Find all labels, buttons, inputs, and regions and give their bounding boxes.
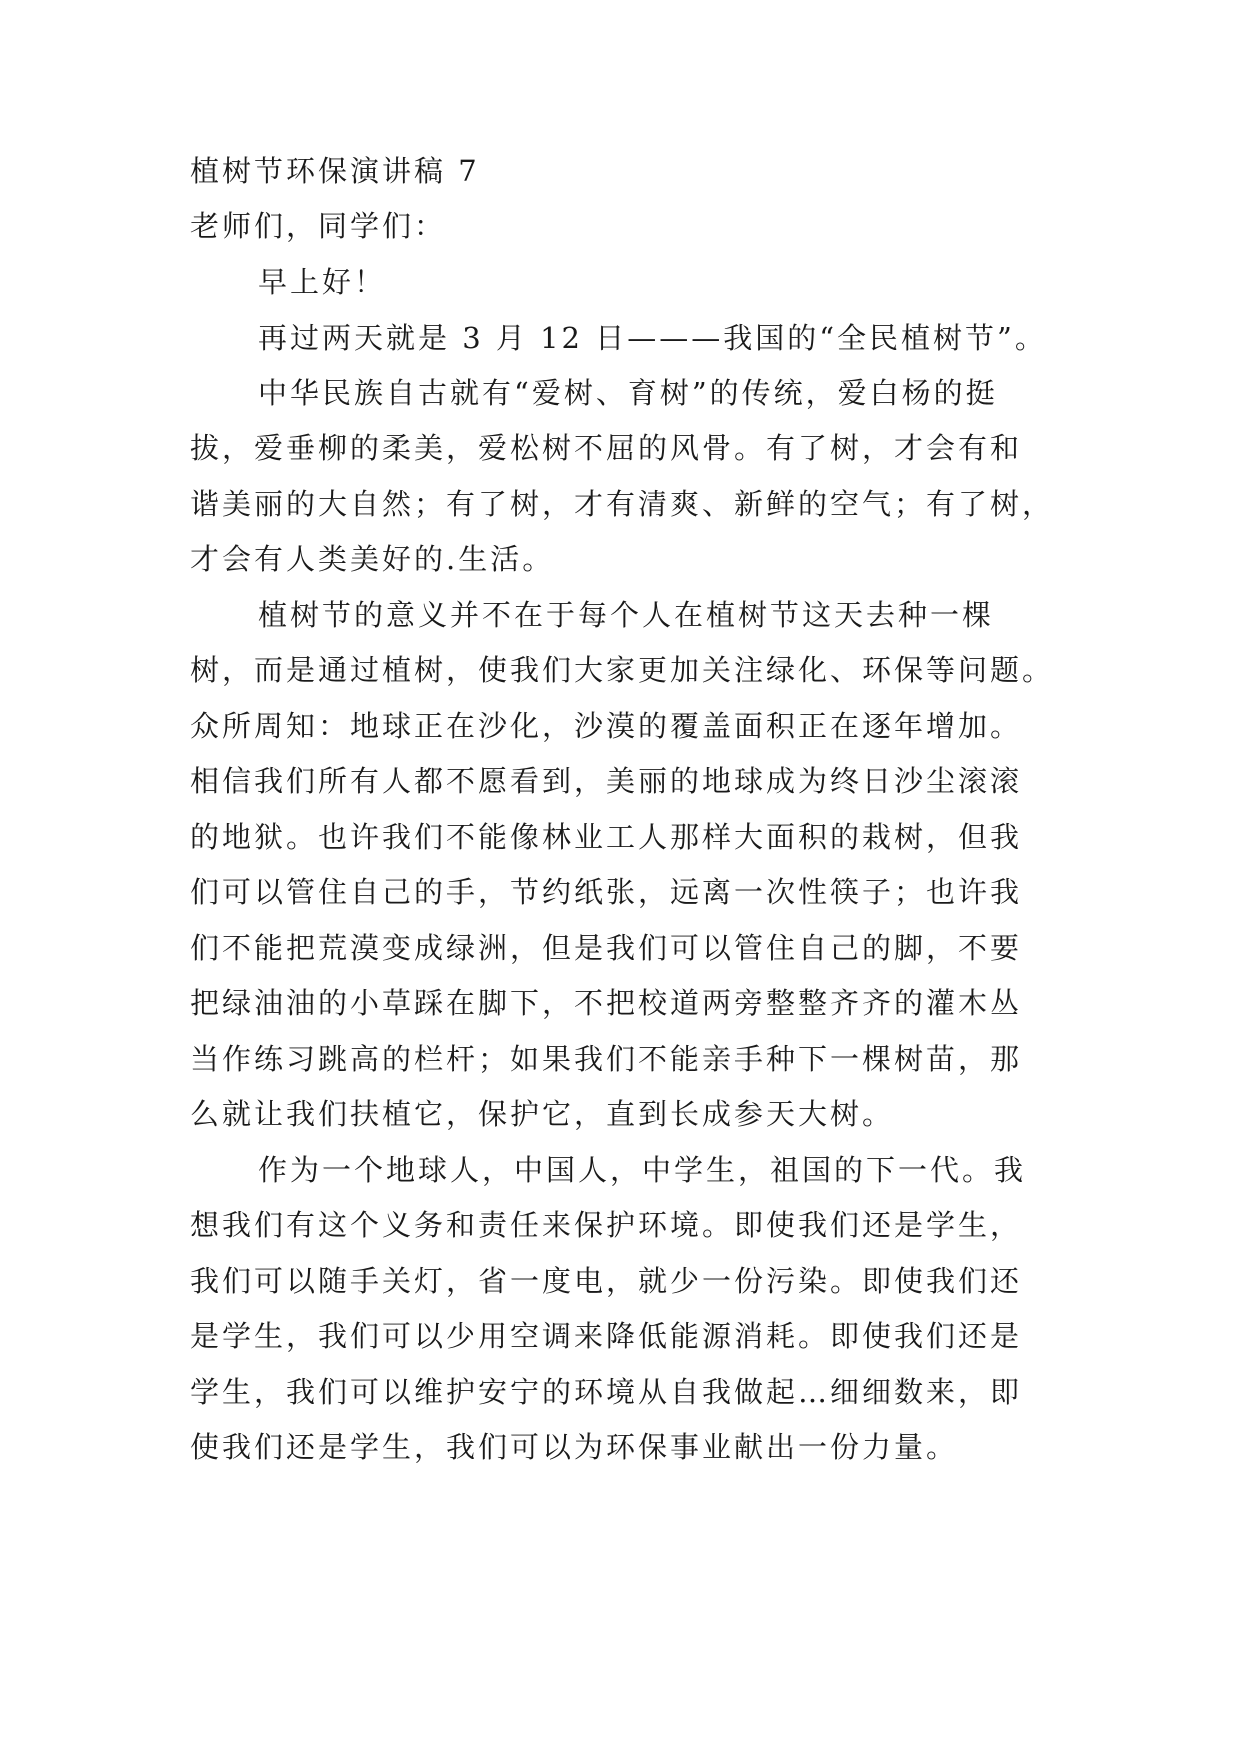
paragraph-line: 想我们有这个义务和责任来保护环境。即使我们还是学生， — [190, 1208, 1023, 1242]
paragraph-line: 拔，爱垂柳的柔美，爱松树不屈的风骨。有了树，才会有和 — [190, 431, 1023, 465]
paragraph-line: 树，而是通过植树，使我们大家更加关注绿化、环保等问题。 — [190, 653, 1055, 687]
paragraph-line: 使我们还是学生，我们可以为环保事业献出一份力量。 — [190, 1430, 959, 1464]
paragraph-line: 谐美丽的大自然；有了树，才有清爽、新鲜的空气；有了树， — [190, 487, 1055, 521]
paragraph-line: 的地狱。也许我们不能像林业工人那样大面积的栽树，但我 — [190, 820, 1023, 854]
paragraph-line: 相信我们所有人都不愿看到，美丽的地球成为终日沙尘滚滚 — [190, 764, 1023, 798]
paragraph-line: 再过两天就是 3 月 12 日———我国的“全民植树节”。 — [258, 321, 1047, 355]
paragraph-line: 们不能把荒漠变成绿洲，但是我们可以管住自己的脚，不要 — [190, 931, 1023, 965]
salutation: 老师们，同学们： — [190, 209, 447, 243]
paragraph-line: 把绿油油的小草踩在脚下，不把校道两旁整整齐齐的灌木丛 — [190, 986, 1023, 1020]
paragraph-line: 们可以管住自己的手，节约纸张，远离一次性筷子；也许我 — [190, 875, 1023, 909]
paragraph-line: 是学生，我们可以少用空调来降低能源消耗。即使我们还是 — [190, 1319, 1023, 1353]
paragraph-line: 作为一个地球人，中国人，中学生，祖国的下一代。我 — [258, 1153, 1027, 1187]
paragraph-line: 才会有人类美好的.生活。 — [190, 542, 555, 576]
document-title: 植树节环保演讲稿 7 — [190, 154, 480, 188]
paragraph-line: 我们可以随手关灯，省一度电，就少一份污染。即使我们还 — [190, 1264, 1023, 1298]
paragraph-line: 植树节的意义并不在于每个人在植树节这天去种一棵 — [258, 598, 995, 632]
paragraph-line: 众所周知：地球正在沙化，沙漠的覆盖面积正在逐年增加。 — [190, 709, 1023, 743]
paragraph-line: 么就让我们扶植它，保护它，直到长成参天大树。 — [190, 1097, 895, 1131]
paragraph-line: 中华民族自古就有“爱树、育树”的传统，爱白杨的挺 — [258, 376, 998, 410]
paragraph-line: 学生，我们可以维护安宁的环境从自我做起…细细数来，即 — [190, 1375, 1023, 1409]
paragraph-line: 当作练习跳高的栏杆；如果我们不能亲手种下一棵树苗，那 — [190, 1042, 1023, 1076]
greeting-line: 早上好！ — [258, 265, 387, 299]
